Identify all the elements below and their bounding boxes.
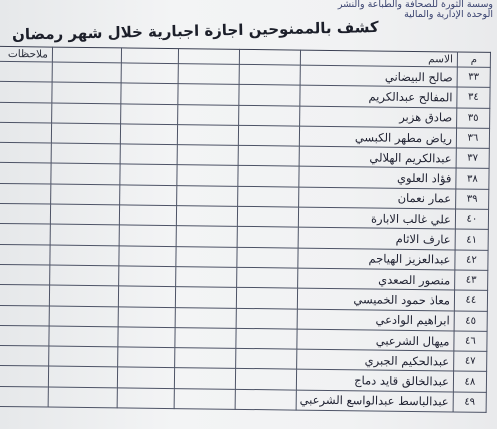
row-name: عمار نعمان bbox=[299, 187, 456, 209]
row-blank-cell bbox=[118, 286, 175, 307]
row-blank-cell bbox=[49, 306, 118, 327]
column-header-blank bbox=[52, 47, 121, 63]
row-number: ٤٤ bbox=[454, 290, 487, 311]
row-notes-cell bbox=[0, 61, 52, 82]
row-blank-cell bbox=[119, 205, 176, 226]
row-blank-cell bbox=[175, 327, 236, 348]
row-name: علي غالب الابارة bbox=[298, 207, 455, 229]
row-blank-cell bbox=[176, 206, 237, 227]
row-blank-cell bbox=[120, 124, 177, 145]
row-name: منصور الصعدي bbox=[298, 268, 455, 290]
row-number: ٤٢ bbox=[455, 250, 488, 271]
row-name: عبدالباسط عبدالواسع الشرعبي bbox=[296, 390, 453, 412]
row-blank-cell bbox=[236, 308, 297, 329]
row-notes-cell bbox=[0, 81, 52, 102]
row-number: ٤٣ bbox=[455, 270, 488, 291]
row-number: ٣٥ bbox=[457, 108, 490, 129]
row-blank-cell bbox=[175, 348, 236, 369]
row-blank-cell bbox=[119, 225, 176, 246]
row-blank-cell bbox=[174, 388, 235, 409]
row-number: ٤٩ bbox=[453, 392, 486, 413]
column-header-blank bbox=[121, 48, 178, 64]
employee-table bbox=[0, 45, 491, 412]
row-number: ٤٧ bbox=[454, 351, 487, 372]
row-number: ٣٨ bbox=[456, 168, 489, 189]
row-blank-cell bbox=[49, 285, 118, 306]
column-header-blank bbox=[178, 49, 239, 65]
row-blank-cell bbox=[177, 124, 238, 145]
row-blank-cell bbox=[119, 246, 176, 267]
row-blank-cell bbox=[51, 123, 120, 144]
row-blank-cell bbox=[178, 64, 239, 85]
row-blank-cell bbox=[178, 84, 239, 105]
row-number: ٤٠ bbox=[455, 209, 488, 230]
row-blank-cell bbox=[238, 186, 299, 207]
row-blank-cell bbox=[236, 288, 297, 309]
row-blank-cell bbox=[117, 367, 174, 388]
row-blank-cell bbox=[52, 103, 121, 124]
row-name: فؤاد العلوي bbox=[299, 167, 456, 189]
row-notes-cell bbox=[0, 183, 51, 204]
row-blank-cell bbox=[50, 224, 119, 245]
column-header-number: م bbox=[457, 52, 490, 67]
row-name: صالح البيضاني bbox=[300, 65, 457, 87]
row-name: عارف الاثام bbox=[298, 227, 455, 249]
row-notes-cell bbox=[0, 223, 50, 244]
row-blank-cell bbox=[176, 246, 237, 267]
row-notes-cell bbox=[0, 305, 49, 326]
row-blank-cell bbox=[118, 306, 175, 327]
row-notes-cell bbox=[0, 142, 51, 163]
row-blank-cell bbox=[120, 185, 177, 206]
row-name: عبدالخالق قايد دماج bbox=[296, 370, 453, 392]
row-name: ميهال الشرعبي bbox=[297, 329, 454, 351]
row-number: ٣٣ bbox=[457, 67, 490, 88]
row-number: ٣٧ bbox=[456, 148, 489, 169]
row-name: معاذ حمود الخميسي bbox=[297, 288, 454, 310]
row-notes-cell bbox=[0, 264, 50, 285]
row-notes-cell bbox=[0, 345, 49, 366]
row-blank-cell bbox=[118, 347, 175, 368]
row-number: ٣٤ bbox=[457, 87, 490, 108]
row-number: ٤١ bbox=[455, 229, 488, 250]
row-blank-cell bbox=[121, 63, 178, 84]
row-blank-cell bbox=[50, 204, 119, 225]
row-blank-cell bbox=[51, 184, 120, 205]
row-blank-cell bbox=[174, 368, 235, 389]
row-blank-cell bbox=[238, 166, 299, 187]
row-blank-cell bbox=[48, 366, 117, 387]
row-number: ٤٨ bbox=[453, 371, 486, 392]
row-name: عبدالعزيز الهياجم bbox=[298, 248, 455, 270]
row-blank-cell bbox=[178, 104, 239, 125]
row-blank-cell bbox=[235, 389, 296, 410]
row-blank-cell bbox=[175, 287, 236, 308]
row-blank-cell bbox=[177, 165, 238, 186]
row-notes-cell bbox=[0, 365, 49, 386]
row-blank-cell bbox=[239, 105, 300, 126]
row-blank-cell bbox=[118, 327, 175, 348]
row-blank-cell bbox=[119, 266, 176, 287]
row-blank-cell bbox=[236, 348, 297, 369]
row-notes-cell bbox=[0, 162, 51, 183]
row-blank-cell bbox=[238, 125, 299, 146]
row-blank-cell bbox=[237, 267, 298, 288]
row-name: المفالح عبدالكريم bbox=[300, 85, 457, 107]
document-title: كشف بالممنوحين اجازة اجبارية خلال شهر رمضان bbox=[12, 18, 380, 44]
column-header-name: الاسم bbox=[300, 50, 457, 67]
row-notes-cell bbox=[0, 122, 52, 143]
row-blank-cell bbox=[117, 388, 174, 409]
row-blank-cell bbox=[50, 265, 119, 286]
row-blank-cell bbox=[120, 144, 177, 165]
row-blank-cell bbox=[51, 164, 120, 185]
row-name: صادق هزبر bbox=[300, 106, 457, 128]
row-blank-cell bbox=[51, 143, 120, 164]
row-blank-cell bbox=[235, 369, 296, 390]
row-notes-cell bbox=[0, 386, 48, 407]
table-area bbox=[0, 46, 497, 429]
row-blank-cell bbox=[50, 245, 119, 266]
row-name: ابراهيم الوادعي bbox=[297, 309, 454, 331]
row-notes-cell bbox=[0, 325, 49, 346]
row-blank-cell bbox=[52, 82, 121, 103]
column-header-notes: ملاحظات bbox=[0, 46, 53, 62]
row-blank-cell bbox=[177, 185, 238, 206]
row-number: ٤٥ bbox=[454, 311, 487, 332]
row-blank-cell bbox=[120, 164, 177, 185]
row-blank-cell bbox=[238, 146, 299, 167]
row-number: ٣٦ bbox=[456, 128, 489, 149]
row-blank-cell bbox=[52, 62, 121, 83]
row-blank-cell bbox=[177, 145, 238, 166]
org-unit: الوحدة الإدارية والمالية bbox=[404, 9, 493, 20]
row-number: ٤٦ bbox=[454, 331, 487, 352]
row-blank-cell bbox=[237, 247, 298, 268]
row-blank-cell bbox=[237, 227, 298, 248]
row-blank-cell bbox=[239, 64, 300, 85]
row-blank-cell bbox=[48, 387, 117, 408]
row-blank-cell bbox=[175, 307, 236, 328]
row-blank-cell bbox=[176, 226, 237, 247]
row-blank-cell bbox=[239, 85, 300, 106]
row-blank-cell bbox=[176, 267, 237, 288]
row-name: رياض مطهر الكبسي bbox=[299, 126, 456, 148]
row-name: عبدالكريم الهلالي bbox=[299, 146, 456, 168]
column-header-blank bbox=[239, 49, 300, 65]
row-blank-cell bbox=[49, 326, 118, 347]
table-body bbox=[0, 61, 490, 412]
row-blank-cell bbox=[121, 104, 178, 125]
row-notes-cell bbox=[0, 244, 50, 265]
row-blank-cell bbox=[237, 206, 298, 227]
row-blank-cell bbox=[49, 346, 118, 367]
row-notes-cell bbox=[0, 284, 50, 305]
row-blank-cell bbox=[121, 83, 178, 104]
row-name: عبدالحكيم الجبري bbox=[297, 349, 454, 371]
row-blank-cell bbox=[236, 328, 297, 349]
organization-header bbox=[338, 0, 493, 20]
row-number: ٣٩ bbox=[456, 189, 489, 210]
row-notes-cell bbox=[0, 203, 51, 224]
row-notes-cell bbox=[0, 102, 52, 123]
org-name: وسسة الثورة للصحافة والطباعة والنشر bbox=[337, 0, 493, 10]
